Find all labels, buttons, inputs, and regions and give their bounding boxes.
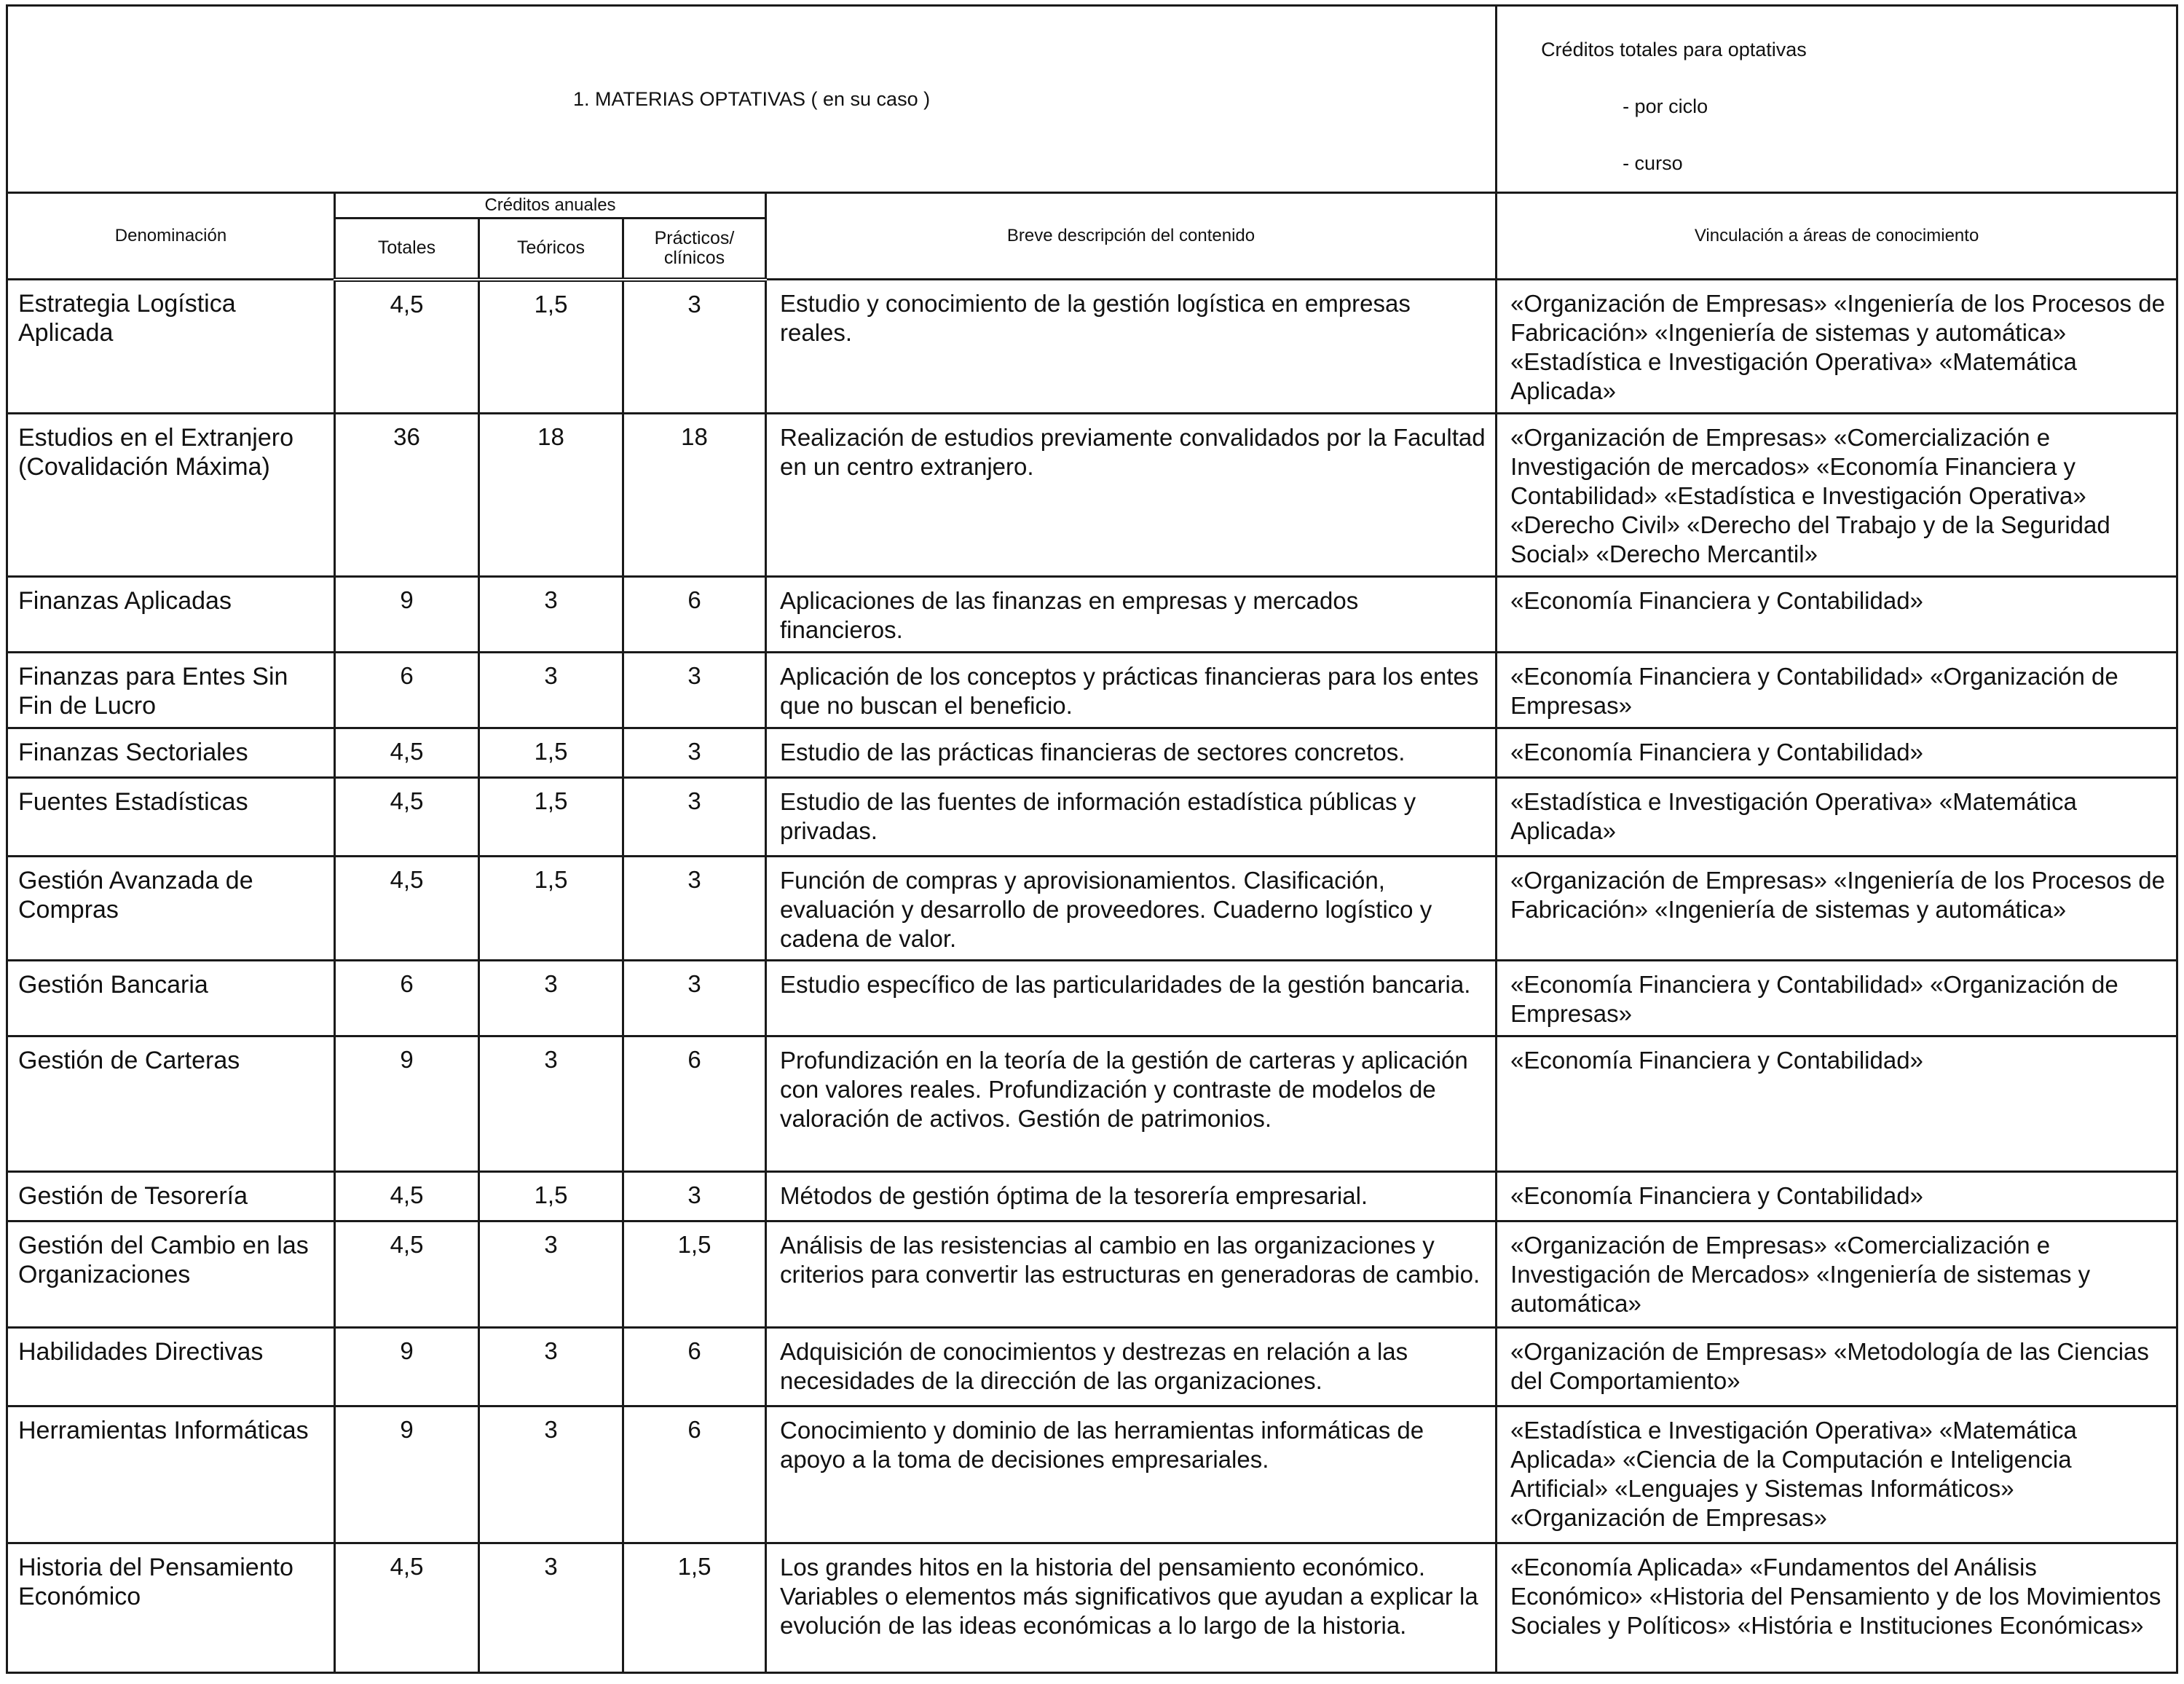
cell-teoricos: 3 [479,1543,623,1673]
cell-totales: 6 [335,653,479,728]
cell-vinculacion: «Economía Financiera y Contabilidad» [1497,1036,2177,1172]
credits-por-ciclo: - por ciclo [1623,95,1708,117]
table-row [7,653,2177,728]
header-teoricos: Teóricos [479,219,623,280]
table-row [7,1221,2177,1328]
cell-descripcion: Métodos de gestión óptima de la tesorería empresarial. [766,1172,1497,1221]
table-row [7,1172,2177,1221]
table-row [7,280,2177,414]
cell-descripcion: Conocimiento y dominio de las herramientas informáticas de apoyo a la toma de decisiones empresariales. [766,1406,1497,1543]
cell-denominacion: Gestión de Tesorería [7,1172,335,1221]
cell-denominacion: Gestión del Cambio en las Organizaciones [7,1221,335,1328]
header-denominacion: Denominación [7,193,335,280]
cell-vinculacion: «Organización de Empresas» «Comercialización e Investigación de Mercados» «Ingeniería de sistemas y automática» [1497,1221,2177,1328]
section-title: 1. MATERIAS OPTATIVAS ( en su caso ) [7,6,1497,193]
cell-totales: 9 [335,1036,479,1172]
cell-practicos: 3 [623,778,766,857]
header-descripcion: Breve descripción del contenido [766,193,1497,280]
cell-denominacion: Gestión Avanzada de Compras [7,857,335,961]
cell-teoricos: 1,5 [479,280,623,414]
cell-denominacion: Gestión de Carteras [7,1036,335,1172]
cell-vinculacion: «Estadística e Investigación Operativa» «Matemática Aplicada» «Ciencia de la Computación e Inteligencia Artificial» «Lenguajes y Sistemas Informáticos» «Organización de Empresas» [1497,1406,2177,1543]
cell-totales: 9 [335,1406,479,1543]
cell-totales: 4,5 [335,1172,479,1221]
cell-teoricos: 18 [479,414,623,577]
table-row [7,961,2177,1036]
cell-denominacion: Gestión Bancaria [7,961,335,1036]
cell-descripcion: Estudio específico de las particularidades de la gestión bancaria. [766,961,1497,1036]
cell-denominacion: Fuentes Estadísticas [7,778,335,857]
cell-vinculacion: «Organización de Empresas» «Comercialización e Investigación de mercados» «Economía Financiera y Contabilidad» «Estadística e Investigación Operativa» «Derecho Civil» «Derecho del Trabajo y de la Seguridad Social» «Derecho Mercantil» [1497,414,2177,577]
table-row [7,778,2177,857]
cell-totales: 4,5 [335,728,479,778]
cell-denominacion: Historia del Pensamiento Económico [7,1543,335,1673]
cell-descripcion: Realización de estudios previamente convalidados por la Facultad en un centro extranjero. [766,414,1497,577]
cell-vinculacion: «Estadística e Investigación Operativa» «Matemática Aplicada» [1497,778,2177,857]
cell-denominacion: Habilidades Directivas [7,1328,335,1406]
table-row [7,577,2177,653]
cell-teoricos: 3 [479,1036,623,1172]
header-creditos-anuales: Créditos anuales [335,193,766,219]
header-totales: Totales [335,219,479,280]
cell-descripcion: Aplicaciones de las finanzas en empresas y mercados financieros. [766,577,1497,653]
cell-vinculacion: «Economía Financiera y Contabilidad» [1497,577,2177,653]
cell-totales: 9 [335,577,479,653]
cell-teoricos: 3 [479,1406,623,1543]
table-row [7,857,2177,961]
cell-totales: 4,5 [335,857,479,961]
section-header-row [7,6,2177,193]
cell-practicos: 6 [623,1406,766,1543]
cell-denominacion: Finanzas para Entes Sin Fin de Lucro [7,653,335,728]
cell-descripcion: Profundización en la teoría de la gestión de carteras y aplicación con valores reales. Profundización y contraste de modelos de valoración de activos. Gestión de patrimonios. [766,1036,1497,1172]
header-vinculacion: Vinculación a áreas de conocimiento [1497,193,2177,280]
cell-vinculacion: «Economía Financiera y Contabilidad» «Organización de Empresas» [1497,961,2177,1036]
cell-practicos: 3 [623,857,766,961]
header-practicos: Prácticos/ clínicos [623,219,766,280]
cell-descripcion: Estudio de las prácticas financieras de sectores concretos. [766,728,1497,778]
cell-practicos: 1,5 [623,1221,766,1328]
cell-vinculacion: «Economía Financiera y Contabilidad» [1497,1172,2177,1221]
cell-descripcion: Aplicación de los conceptos y prácticas financieras para los entes que no buscan el beneficio. [766,653,1497,728]
cell-teoricos: 3 [479,1328,623,1406]
cell-totales: 36 [335,414,479,577]
cell-descripcion: Estudio de las fuentes de información estadística públicas y privadas. [766,778,1497,857]
table-row [7,728,2177,778]
table-row [7,1036,2177,1172]
cell-teoricos: 1,5 [479,778,623,857]
cell-totales: 4,5 [335,280,479,414]
cell-descripcion: Adquisición de conocimientos y destrezas en relación a las necesidades de la dirección de las organizaciones. [766,1328,1497,1406]
cell-teoricos: 1,5 [479,857,623,961]
credits-box-title: Créditos totales para optativas [1541,39,1807,60]
cell-totales: 4,5 [335,778,479,857]
table-row [7,1406,2177,1543]
table-row [7,1328,2177,1406]
cell-practicos: 1,5 [623,1543,766,1673]
cell-vinculacion: «Economía Aplicada» «Fundamentos del Análisis Económico» «Historia del Pensamiento y de los Movimientos Sociales y Políticos» «História e Instituciones Económicas» [1497,1543,2177,1673]
cell-descripcion: Análisis de las resistencias al cambio en las organizaciones y criterios para convertir las estructuras en generadoras de cambio. [766,1221,1497,1328]
cell-teoricos: 1,5 [479,1172,623,1221]
cell-vinculacion: «Economía Financiera y Contabilidad» [1497,728,2177,778]
table-row [7,414,2177,577]
document-page [6,4,2176,1680]
cell-teoricos: 3 [479,577,623,653]
cell-practicos: 3 [623,961,766,1036]
cell-practicos: 3 [623,653,766,728]
cell-practicos: 3 [623,280,766,414]
cell-practicos: 3 [623,1172,766,1221]
cell-vinculacion: «Organización de Empresas» «Ingeniería de los Procesos de Fabricación» «Ingeniería de sistemas y automática» [1497,857,2177,961]
cell-totales: 9 [335,1328,479,1406]
cell-practicos: 6 [623,1036,766,1172]
cell-vinculacion: «Organización de Empresas» «Metodología de las Ciencias del Comportamiento» [1497,1328,2177,1406]
cell-vinculacion: «Organización de Empresas» «Ingeniería de los Procesos de Fabricación» «Ingeniería de sistemas y automática» «Estadística e Investigación Operativa» «Matemática Aplicada» [1497,280,2177,414]
cell-teoricos: 3 [479,961,623,1036]
cell-denominacion: Finanzas Aplicadas [7,577,335,653]
cell-descripcion: Función de compras y aprovisionamientos. Clasificación, evaluación y desarrollo de proveedores. Cuaderno logístico y cadena de valor. [766,857,1497,961]
optativas-table [6,4,2178,1674]
credits-curso: - curso [1623,152,1683,174]
cell-practicos: 18 [623,414,766,577]
cell-practicos: 6 [623,1328,766,1406]
column-header-row-1 [7,193,2177,219]
cell-denominacion: Estrategia Logística Aplicada [7,280,335,414]
credits-box [1497,6,2177,193]
cell-totales: 6 [335,961,479,1036]
cell-teoricos: 3 [479,653,623,728]
cell-denominacion: Finanzas Sectoriales [7,728,335,778]
cell-denominacion: Herramientas Informáticas [7,1406,335,1543]
cell-descripcion: Los grandes hitos en la historia del pensamiento económico. Variables o elementos más significativos que ayudan a explicar la evolución de las ideas económicas a lo largo de la historia. [766,1543,1497,1673]
cell-teoricos: 1,5 [479,728,623,778]
cell-totales: 4,5 [335,1221,479,1328]
cell-totales: 4,5 [335,1543,479,1673]
table-row [7,1543,2177,1673]
cell-practicos: 3 [623,728,766,778]
cell-vinculacion: «Economía Financiera y Contabilidad» «Organización de Empresas» [1497,653,2177,728]
cell-descripcion: Estudio y conocimiento de la gestión logística en empresas reales. [766,280,1497,414]
cell-teoricos: 3 [479,1221,623,1328]
cell-denominacion: Estudios en el Extranjero (Covalidación Máxima) [7,414,335,577]
cell-practicos: 6 [623,577,766,653]
